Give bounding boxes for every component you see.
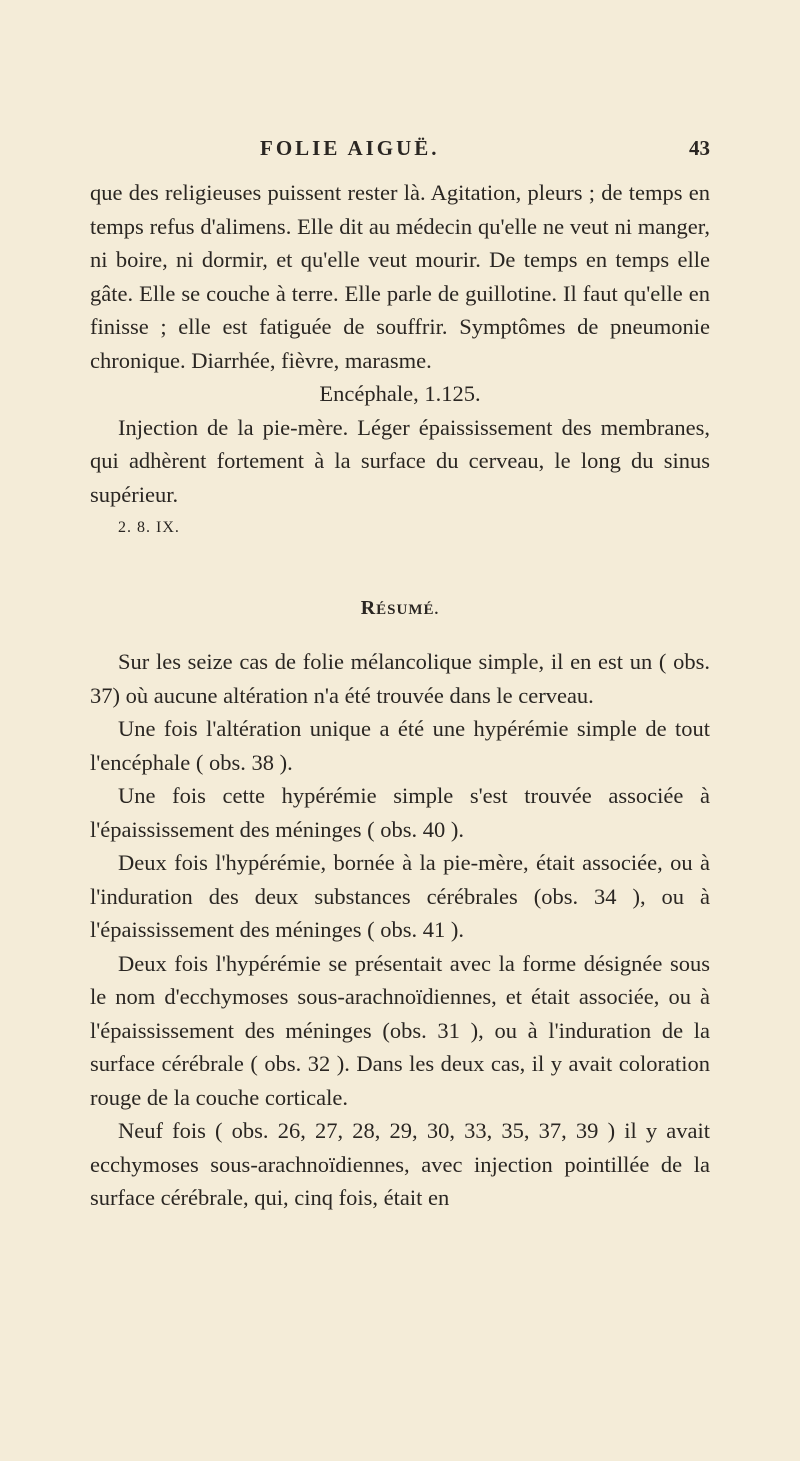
paragraph: Injection de la pie-mère. Léger épaississement des membranes, qui adhèrent fortement à la surface du cerveau, le long du sinus supérieur. xyxy=(90,414,710,507)
section-heading-initial: R xyxy=(360,596,377,619)
paragraph: Sur les seize cas de folie mélancolique simple, il en est un ( obs. 37) où aucune altération n'a été trouvée dans le cerveau. xyxy=(90,649,710,708)
section-heading xyxy=(90,592,710,628)
date-line: 2. 8. IX. xyxy=(118,519,180,536)
paragraph: que des religieuses puissent rester là. Agitation, pleurs ; de temps en temps refus d'alimens. Elle dit au médecin qu'elle ne veut ni manger, ni boire, ni dormir, et qu'elle veut mourir. De temps en temps elle gâte. Elle se couche à terre. Elle parle de guillotine. Il faut qu'elle en finisse ; elle est fatiguée de souffrir. Symptômes de pneumonie chronique. Diarrhée, fièvre, marasme. xyxy=(90,180,710,373)
paragraph: Deux fois l'hypérémie, bornée à la pie-mère, était associée, ou à l'induration des deux substances cérébrales (obs. 34 ), ou à l'épaississement des méninges ( obs. 41 ). xyxy=(90,850,710,942)
paragraph: Une fois l'altération unique a été une hypérémie simple de tout l'encéphale ( obs. 38 ). xyxy=(90,716,710,775)
paragraph: Neuf fois ( obs. 26, 27, 28, 29, 30, 33, 35, 37, 39 ) il y avait ecchymoses sous-arachnoïdiennes, avec injection pointillée de la surface cérébrale, qui, cinq fois, était en xyxy=(90,1118,710,1210)
page-number: 43 xyxy=(689,136,710,160)
paragraph: Une fois cette hypérémie simple s'est trouvée associée à l'épaississement des méninges ( obs. 40 ). xyxy=(90,783,710,842)
page-header xyxy=(90,136,710,176)
running-title: FOLIE AIGUË. xyxy=(260,136,440,160)
body-text xyxy=(90,176,710,1215)
paragraph: Deux fois l'hypérémie se présentait avec la forme désignée sous le nom d'ecchymoses sous-arachnoïdiennes, et était associée, ou à l'épaississement des méninges (obs. 31 ), ou à l'induration de la surface cérébrale ( obs. 32 ). Dans les deux cas, il y avait coloration rouge de la couche corticale. xyxy=(90,950,710,1110)
brain-weight-line: Encéphale, 1.125. xyxy=(319,381,481,406)
section-heading-rest: ÉSUMÉ. xyxy=(376,601,440,618)
